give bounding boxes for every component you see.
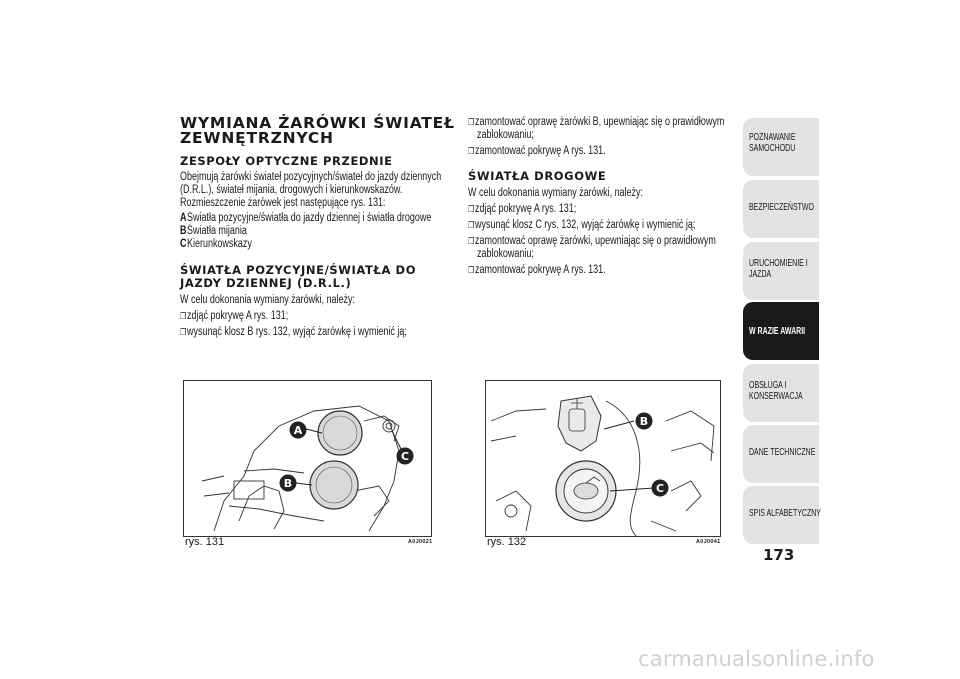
step-item — [468, 203, 576, 216]
figure-132 — [485, 380, 721, 537]
legend-item — [180, 225, 247, 238]
step-item — [468, 145, 606, 158]
checkbox-bullet-icon: ❐ — [180, 311, 187, 321]
tab-spis-alfabetyczny[interactable] — [743, 486, 819, 544]
page-title-line2: ZEWNĘTRZNYCH — [180, 129, 334, 147]
step-text: zamontować pokrywę A rys. 131. — [475, 264, 606, 276]
tab-label: JAZDA — [749, 269, 772, 280]
paragraph-line: Obejmują żarówki świateł pozycyjnych/świateł do jazdy dziennych — [180, 171, 442, 183]
tab-obsluga-i-konserwacja[interactable] — [743, 364, 819, 422]
tab-label: URUCHOMIENIE I — [749, 258, 808, 269]
step-text-continued: zablokowaniu; — [477, 129, 534, 141]
figure-131 — [183, 380, 432, 537]
tab-label: POZNAWANIE — [749, 132, 796, 143]
callout-b-label: B — [283, 477, 293, 490]
tab-label: SPIS ALFABETYCZNY — [749, 508, 821, 519]
section-heading-high-beam: ŚWIATŁA DROGOWE — [468, 169, 607, 183]
step-item — [468, 116, 724, 129]
checkbox-bullet-icon: ❐ — [468, 204, 475, 214]
step-item — [180, 310, 288, 323]
checkbox-bullet-icon: ❐ — [180, 327, 187, 337]
step-item — [180, 326, 407, 339]
step-item — [468, 219, 695, 232]
headlight-bulb-illustration — [486, 381, 720, 536]
section-heading-drl-line2: JAZDY DZIENNEJ (D.R.L.) — [180, 276, 352, 290]
step-text: zdjąć pokrywę A rys. 131; — [475, 203, 577, 215]
tab-uruchomienie-i-jazda[interactable] — [743, 242, 819, 300]
checkbox-bullet-icon: ❐ — [468, 236, 475, 246]
figure-131-code: A0J0021 — [408, 539, 433, 545]
step-text: zamontować oprawę żarówki B, upewniając się o prawidłowym — [475, 116, 725, 128]
checkbox-bullet-icon: ❐ — [468, 265, 475, 275]
tab-dane-techniczne[interactable] — [743, 425, 819, 483]
instruction-intro: W celu dokonania wymiany żarówki, należy: — [180, 294, 356, 306]
callout-c-label: C — [655, 482, 665, 495]
figure-132-caption: rys. 132 — [487, 536, 527, 548]
tab-label: KONSERWACJA — [749, 391, 803, 402]
legend-text: Światła mijania — [187, 225, 247, 237]
tab-label: DANE TECHNICZNE — [749, 447, 816, 458]
figure-132-code: A0J0041 — [696, 539, 721, 545]
step-item — [468, 235, 716, 248]
figure-131-caption: rys. 131 — [185, 536, 225, 548]
page-number: 173 — [763, 546, 795, 564]
step-text-continued: zablokowaniu; — [477, 248, 534, 260]
paragraph-line: (D.R.L.), świateł mijania, drogowych i kierunkowskazów. — [180, 184, 403, 196]
legend-text: Światła pozycyjne/światła do jazdy dziennej i światła drogowe — [187, 212, 432, 224]
callout-a-label: A — [293, 424, 303, 437]
step-text: wysunąć klosz B rys. 132, wyjąć żarówkę i wymienić ją; — [187, 326, 407, 338]
headlight-assembly-illustration — [184, 381, 431, 536]
legend-letter: B — [180, 225, 187, 237]
tab-label: BEZPIECZEŃSTWO — [749, 202, 814, 213]
step-text: zamontować oprawę żarówki, upewniając się o prawidłowym — [475, 235, 716, 247]
callout-c-label: C — [400, 450, 410, 463]
callout-b-label: B — [639, 415, 649, 428]
tab-poznawanie-samochodu[interactable] — [743, 118, 819, 176]
legend-item — [180, 238, 252, 251]
tab-label: SAMOCHODU — [749, 143, 796, 154]
tab-label: OBSŁUGA I — [749, 380, 787, 391]
tab-label: W RAZIE AWARII — [749, 326, 806, 337]
tab-bezpieczenstwo[interactable] — [743, 180, 819, 238]
legend-text: Kierunkowskazy — [187, 238, 252, 250]
checkbox-bullet-icon: ❐ — [468, 146, 475, 156]
checkbox-bullet-icon: ❐ — [468, 220, 475, 230]
legend-letter: A — [180, 212, 187, 224]
tab-w-razie-awarii[interactable] — [743, 302, 819, 360]
step-item — [468, 264, 606, 277]
paragraph-line: Rozmieszczenie żarówek jest następujące rys. 131: — [180, 197, 386, 209]
section-heading-front-lights: ZESPOŁY OPTYCZNE PRZEDNIE — [180, 154, 393, 168]
watermark: carmanualsonline.info — [638, 647, 875, 671]
section-heading-drl-line1: ŚWIATŁA POZYCYJNE/ŚWIATŁA DO — [180, 263, 417, 277]
legend-item — [180, 212, 431, 225]
legend-letter: C — [180, 238, 187, 250]
page-title-line1: WYMIANA ŻARÓWKI ŚWIATEŁ — [180, 114, 455, 132]
step-text: zdjąć pokrywę A rys. 131; — [187, 310, 289, 322]
checkbox-bullet-icon: ❐ — [468, 117, 475, 127]
step-text: wysunąć klosz C rys. 132, wyjąć żarówkę i wymienić ją; — [475, 219, 696, 231]
instruction-intro: W celu dokonania wymiany żarówki, należy: — [468, 187, 644, 199]
step-text: zamontować pokrywę A rys. 131. — [475, 145, 606, 157]
